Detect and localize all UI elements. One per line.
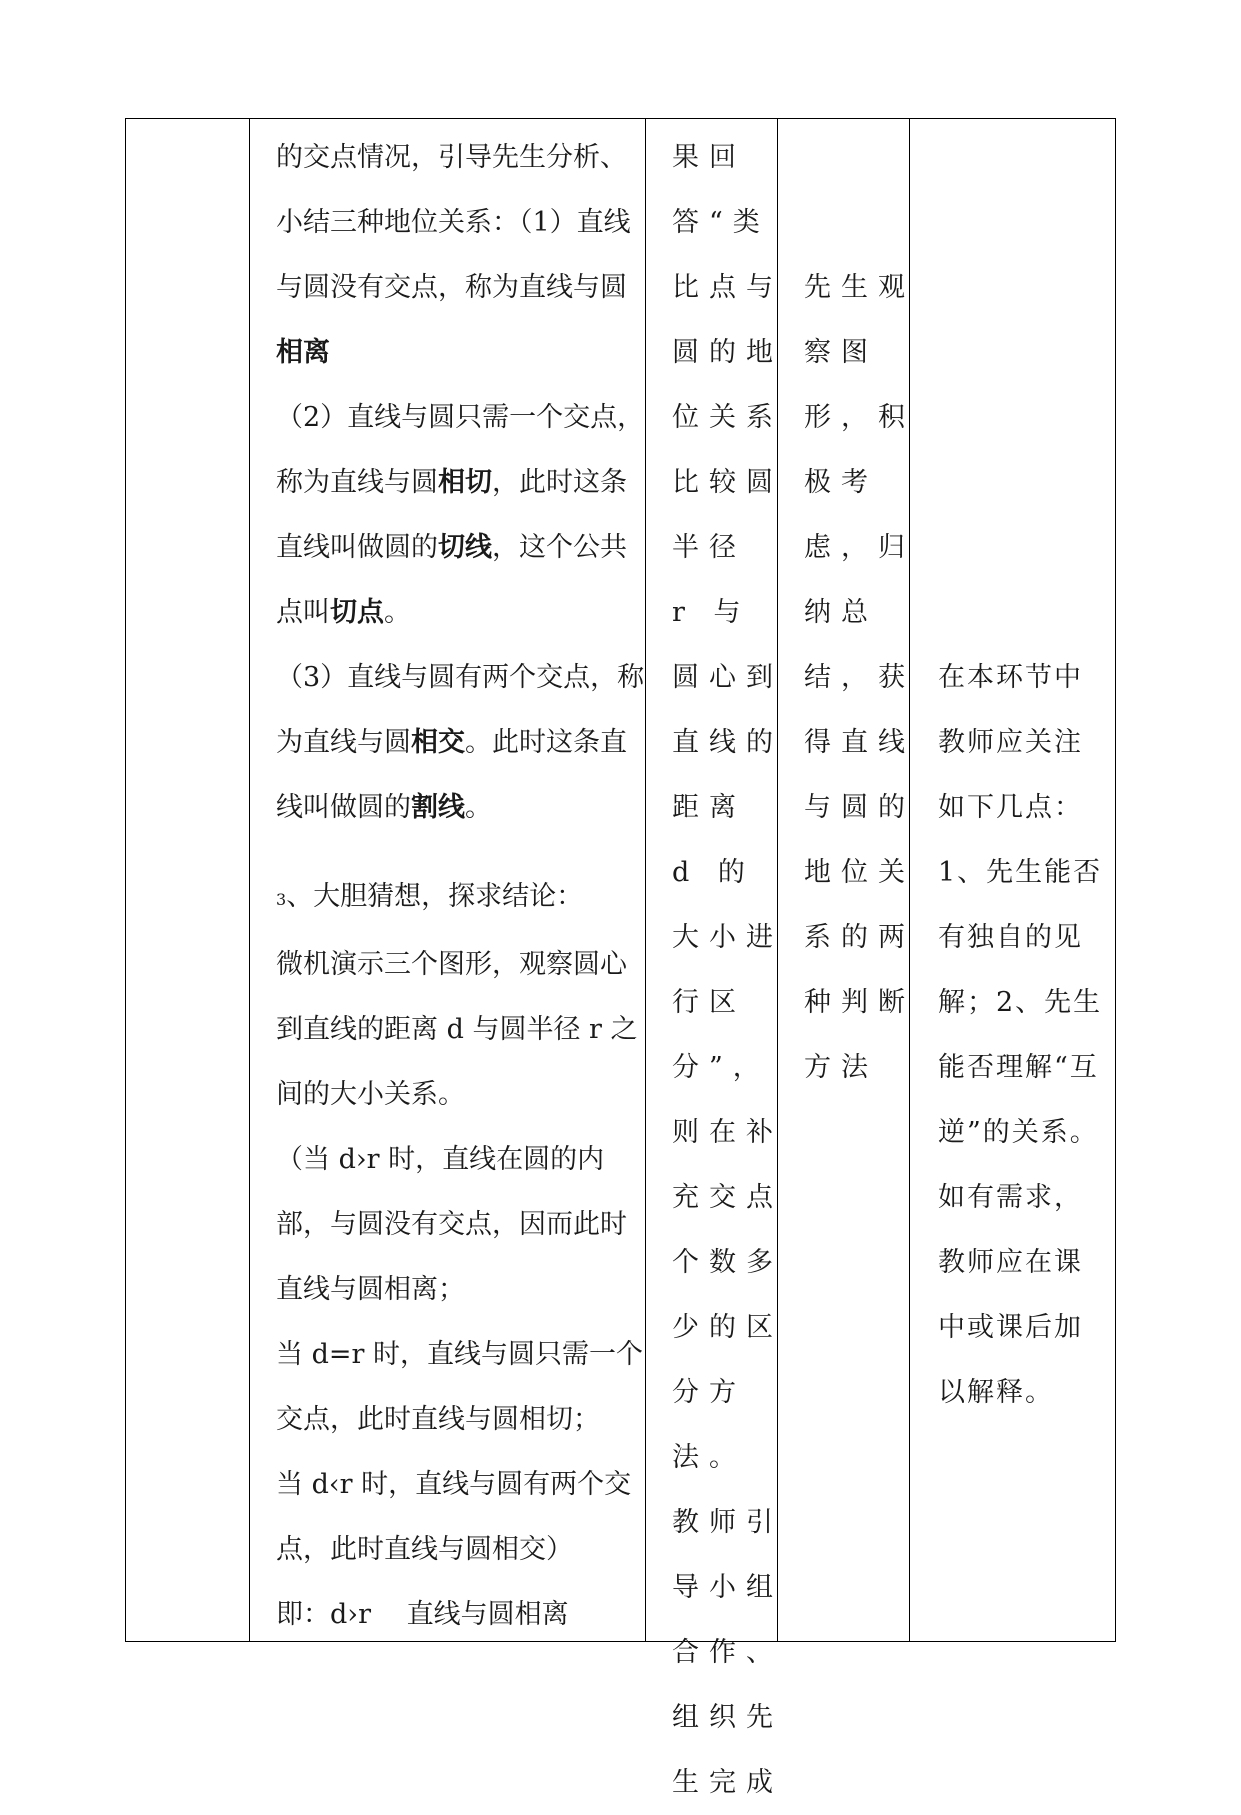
design-notes-cell xyxy=(924,119,1116,1641)
paragraph-summary: 即：d›r 直线与圆相离 xyxy=(276,1599,569,1630)
bold-term: 相切 xyxy=(438,467,492,498)
student-activity-cell xyxy=(660,119,792,1798)
paragraph-case-tangent: 当 d=r 时，直线与圆只需一个交点，此时直线与圆相切； xyxy=(276,1339,643,1435)
text: （3）直线与圆有两个交点，称为直线与圆 xyxy=(276,662,645,758)
bold-term: 割线 xyxy=(411,792,465,823)
text: 。 xyxy=(384,597,411,628)
text: （2）直线与圆只需一个交点，称为直线与圆 xyxy=(276,402,645,498)
paragraph-three-relations xyxy=(276,125,651,385)
bold-term: 切点 xyxy=(330,597,384,628)
paragraph-case-intersect: 当 d‹r 时，直线与圆有两个交点，此时直线与圆相交） xyxy=(276,1469,632,1565)
paragraph-focus-points: 在本环节中教师应关注如下几点：1、先生能否有独自的见解；2、先生能否理解“互逆”的关系。 xyxy=(938,662,1103,1148)
paragraph-case-separate: （当 d›r 时，直线在圆的内部，与圆没有交点，因而此时直线与圆相离； xyxy=(276,1144,627,1305)
text: ，这个公共点叫 xyxy=(276,532,627,628)
list-number: 3 xyxy=(276,890,287,909)
text: 的交点情况，引导先生分析、小结三种地位关系：（1）直线与圆没有交点，称为直线与圆 xyxy=(276,142,631,303)
paragraph-secant xyxy=(276,645,651,840)
text: 。此时这条直线叫做圆的 xyxy=(276,727,627,823)
text: 。 xyxy=(465,792,492,823)
paragraph-observation: 先生观察图形，积极考虑，归纳总结，获得直线与圆的地位关系的两种判断方法 xyxy=(804,272,915,1083)
lesson-plan-table xyxy=(125,118,1116,1798)
paragraph-teacher-guide: 教师引导小组合作、组织先生完成 xyxy=(672,1507,783,1798)
column-divider xyxy=(249,119,250,1641)
paragraph-demo: 微机演示三个图形，观察圆心到直线的距离 d 与圆半径 r 之间的大小关系。 xyxy=(276,949,638,1110)
text: ，此时这条直线叫做圆的 xyxy=(276,467,627,563)
text: 、大胆猜想，探求结论： xyxy=(286,881,584,912)
paragraph-answer: 果回答“类比点与圆的地位关系比较圆半径 r 与圆心到直线的距离 d 的大小进行区分”，则在补充交点个数多少的区分方法。 xyxy=(672,142,783,1473)
student-observation-cell xyxy=(792,119,924,1641)
paragraph-tangent xyxy=(276,385,651,645)
bold-term: 相交 xyxy=(411,727,465,758)
paragraph-explain: 如有需求，教师应在课中或课后加以解释。 xyxy=(938,1182,1083,1408)
bold-term: 切线 xyxy=(438,532,492,563)
bold-term: 相离 xyxy=(276,337,330,368)
teaching-process-cell xyxy=(264,119,661,1641)
paragraph-heading-3 xyxy=(276,864,651,932)
